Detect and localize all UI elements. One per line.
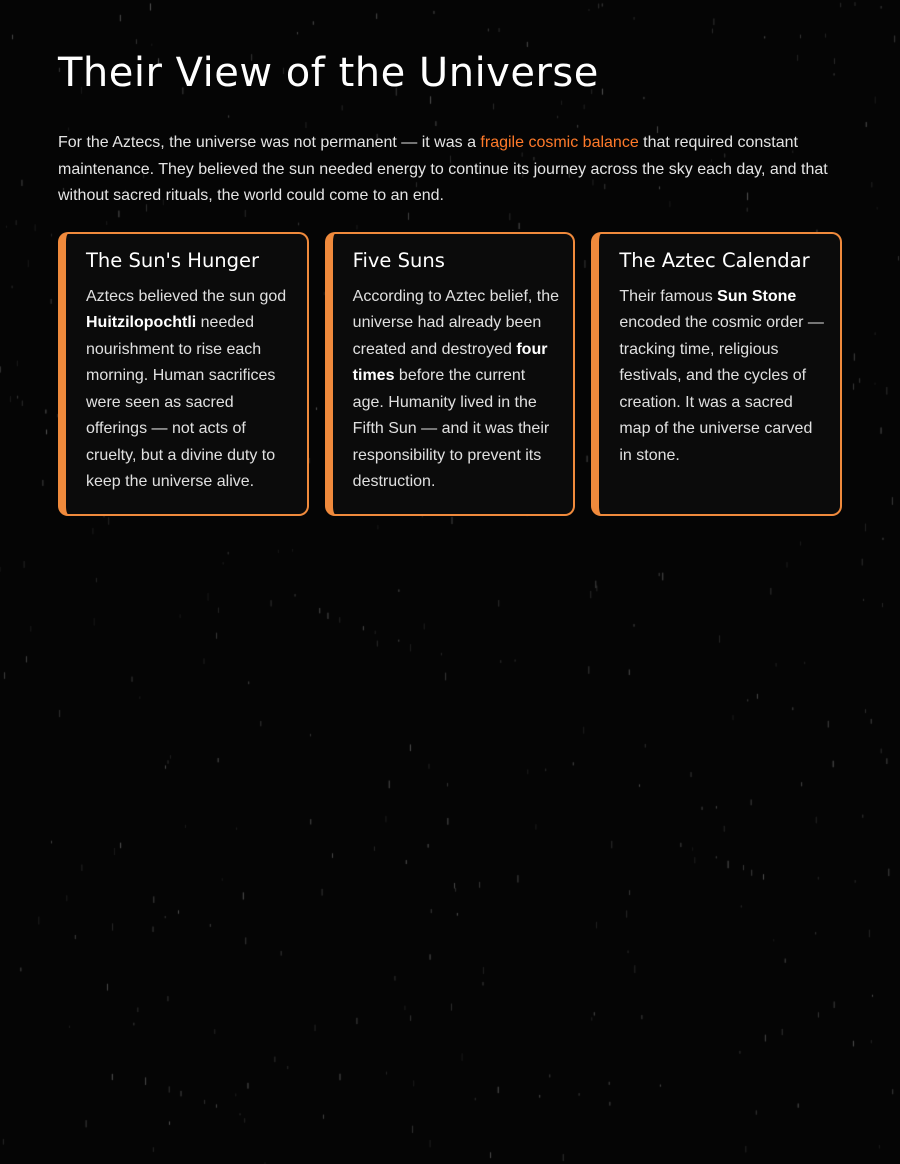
card-bold-term: Huitzilopochtli bbox=[86, 314, 197, 331]
card-body bbox=[353, 284, 560, 496]
intro-paragraph bbox=[58, 130, 838, 210]
card-text: Their famous bbox=[619, 287, 718, 305]
card-text: Aztecs believed the sun god bbox=[86, 287, 287, 305]
card-suns-hunger bbox=[58, 232, 309, 516]
main-content bbox=[0, 0, 900, 516]
intro-text-end: that required constant maintenance. They believed the sun needed energy to continue its journey across the sky each day, and that without sacred rituals, the world could come to an end. bbox=[58, 134, 828, 204]
card-row bbox=[58, 232, 842, 516]
card-aztec-calendar bbox=[591, 232, 842, 516]
card-text: before the current age. Humanity lived in the Fifth Sun — and it was their responsibility to prevent its destruction. bbox=[352, 367, 550, 490]
card-text: According to Aztec belief, the universe had already been created and destroyed bbox=[352, 287, 560, 358]
page-title: Their View of the Universe bbox=[58, 50, 599, 96]
intro-text-start: For the Aztecs, the universe was not permanent — it was a bbox=[58, 134, 481, 151]
card-title: The Sun's Hunger bbox=[86, 248, 260, 272]
intro-highlight: fragile cosmic balance bbox=[480, 134, 639, 151]
card-body bbox=[619, 284, 826, 470]
card-body bbox=[86, 284, 293, 496]
card-bold-term: four times bbox=[352, 340, 548, 384]
card-text: encoded the cosmic order — tracking time, religious festivals, and the cycles of creation. It was a sacred map of the universe carved in stone. bbox=[619, 314, 824, 464]
card-title: The Aztec Calendar bbox=[619, 248, 810, 272]
card-text: needed nourishment to rise each morning. Human sacrifices were seen as sacred offerings — not acts of cruelty, but a divine duty to keep the universe alive. bbox=[86, 314, 276, 490]
card-title: Five Suns bbox=[352, 248, 445, 272]
card-five-suns bbox=[325, 232, 576, 516]
card-bold-term: Sun Stone bbox=[717, 287, 797, 305]
